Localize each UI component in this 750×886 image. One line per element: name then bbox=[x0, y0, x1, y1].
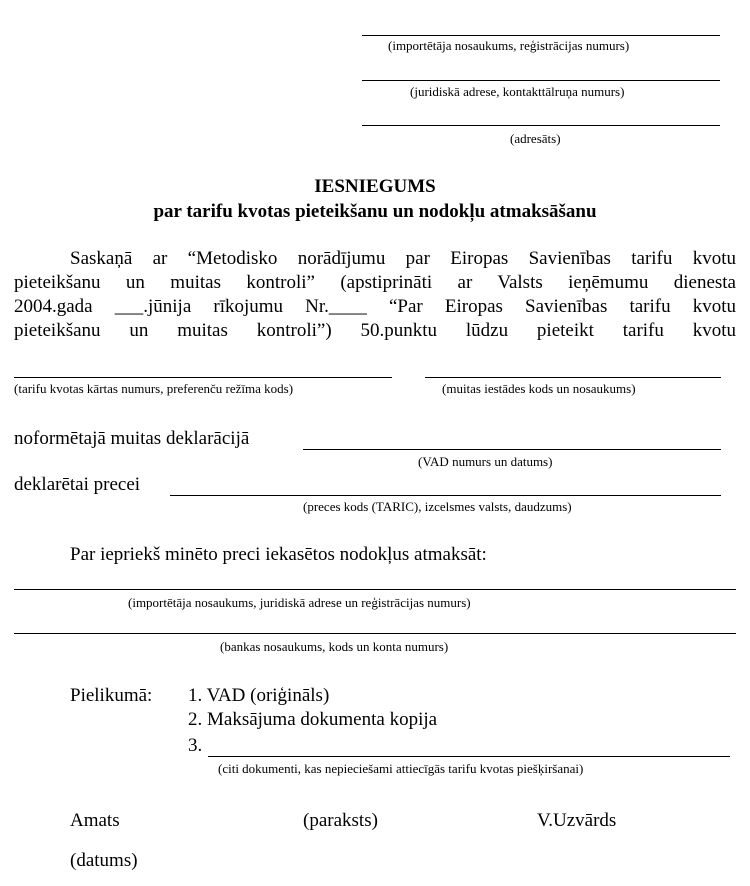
quota-number-line[interactable] bbox=[14, 377, 392, 378]
attachments-label: Pielikumā: bbox=[70, 685, 153, 706]
paragraph-line-1: Saskaņā ar “Metodisko norādījumu par Eiropas Savienības tarifu kvotu bbox=[70, 248, 736, 269]
name-label: V.Uzvārds bbox=[537, 810, 617, 831]
attachment-other-caption: (citi dokumenti, kas nepieciešami attiecīgās tarifu kvotas piešķiršanai) bbox=[218, 761, 584, 776]
bank-details-line[interactable] bbox=[14, 633, 736, 634]
importer-name-caption: (importētāja nosaukums, reģistrācijas numurs) bbox=[388, 38, 630, 53]
signature-label: (paraksts) bbox=[303, 810, 378, 831]
position-label: Amats bbox=[70, 810, 120, 831]
attachment-item-3: 3. bbox=[188, 735, 203, 756]
refund-importer-line[interactable] bbox=[14, 589, 736, 590]
declaration-caption: (VAD numurs un datums) bbox=[418, 454, 553, 469]
customs-office-line[interactable] bbox=[425, 377, 721, 378]
goods-label: deklarētai precei bbox=[14, 474, 141, 495]
paragraph-line-4: pieteikšanu un muitas kontroli”) 50.punktu lūdzu pieteikt tarifu kvotu bbox=[14, 320, 736, 341]
document-title: IESNIEGUMS bbox=[314, 176, 436, 197]
attachment-item-2: 2. Maksājuma dokumenta kopija bbox=[188, 709, 438, 730]
attachment-other-line[interactable] bbox=[208, 756, 730, 757]
attachment-item-1: 1. VAD (oriģināls) bbox=[188, 685, 330, 706]
refund-importer-caption: (importētāja nosaukums, juridiskā adrese un reģistrācijas numurs) bbox=[128, 595, 471, 610]
declaration-line[interactable] bbox=[303, 449, 721, 450]
paragraph-line-3: 2004.gada ___.jūnija rīkojumu Nr.____ “Par Eiropas Savienības tarifu kvotu bbox=[14, 296, 736, 317]
refund-text: Par iepriekš minēto preci iekasētos nodokļus atmaksāt: bbox=[70, 544, 487, 565]
importer-name-line[interactable] bbox=[362, 35, 720, 36]
goods-caption: (preces kods (TARIC), izcelsmes valsts, daudzums) bbox=[303, 499, 572, 514]
declaration-label: noformētajā muitas deklarācijā bbox=[14, 428, 250, 449]
date-label: (datums) bbox=[70, 850, 138, 871]
quota-number-caption: (tarifu kvotas kārtas numurs, preferenču režīma kods) bbox=[14, 381, 294, 396]
addressee-caption: (adresāts) bbox=[510, 131, 561, 146]
customs-office-caption: (muitas iestādes kods un nosaukums) bbox=[442, 381, 636, 396]
legal-address-line[interactable] bbox=[362, 80, 720, 81]
bank-details-caption: (bankas nosaukums, kods un konta numurs) bbox=[220, 639, 449, 654]
paragraph-line-2: pieteikšanu un muitas kontroli” (apstiprināti ar Valsts ieņēmumu dienesta bbox=[14, 272, 736, 293]
addressee-line[interactable] bbox=[362, 125, 720, 126]
document-subtitle: par tarifu kvotas pieteikšanu un nodokļu atmaksāšanu bbox=[153, 201, 597, 222]
goods-line[interactable] bbox=[170, 495, 721, 496]
legal-address-caption: (juridiskā adrese, kontakttālruņa numurs) bbox=[410, 84, 625, 99]
